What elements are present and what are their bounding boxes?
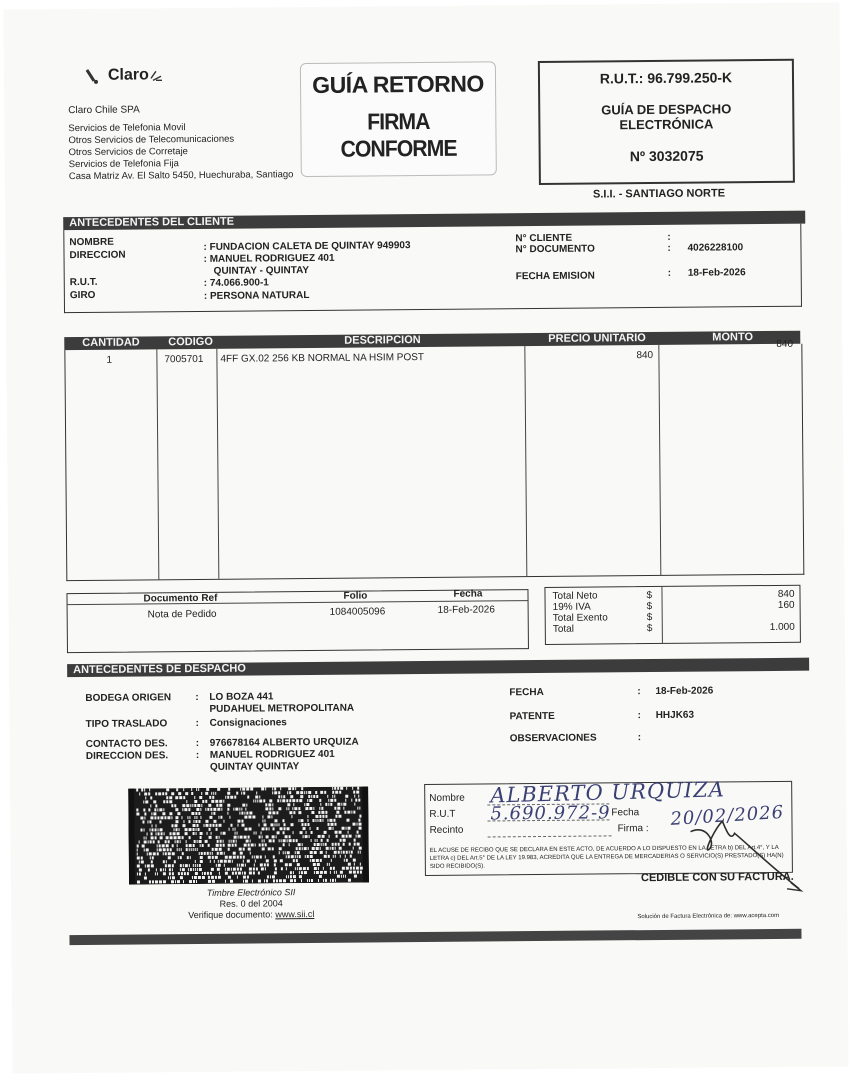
- label-contacto: CONTACTO DES.: [85, 738, 168, 750]
- claro-logo: [84, 66, 163, 85]
- ref-col-folio: Folio: [343, 590, 368, 602]
- stamp-line-1: GUÍA RETORNO: [312, 70, 484, 98]
- items-column-lines: [3, 2, 839, 9]
- dispatch-section-header: ANTECEDENTES DE DESPACHO: [67, 658, 809, 677]
- service-line: Otros Servicios de Corretaje: [68, 146, 188, 159]
- bodega-value-1: LO BOZA 441: [209, 691, 274, 703]
- document-page: Claro Claro Chile SPA Servicios de Telefonia Movil Otros Servicios de Telecomunicaciones Otros Servicios de Corretaje Servicios de Telefonia Fija Casa Matriz Av. El Salto 5450, Huechuraba, Santiago GUÍA RETORNO FIRMA CONFORME R.U.T.: 96.799.250-K GUÍA DE DESPACHO ELECTRÓNICA Nº 3032075 S.I.I. - SANTIAGO NORTE ANTECEDENTES DEL CLIENTE NOMBRE DIRECCION R.U.T. GIRO : FUNDACION CALETA DE QUINTAY 949903 : MANUEL RODRIGUEZ 401 QUINTAY - QUINTAY : 74.066.900-1 : PERSONA NATURAL N° CLIENTE N° DOCUMENTO FECHA EMISION : : 4026228100 : 18-Feb-2026 CANTIDAD CODIGO DESCRIPCION PRECIO UNITARIO MONTO 1 7005701 4FF GX.02 256 KB NORMAL NA HSIM POST 840 840 Documento Ref Folio Fecha Nota de Pedido 1084005096 18-Feb-2026 Total Neto $ 840 19% IVA $ 160 Total Exento $ Total $ 1.000 ANTECEDENTES DE DESPACHO BODEGA ORIGEN : LO BOZA 441 PUDAHUEL METROPOLITANA TIPO TRASLADO : Consignaciones CONTACTO DES. : 976678164 ALBERTO URQUIZA DIRECCION DES. : MANUEL RODRIGUEZ 401 QUINTAY QUINTAY FECHA : 18-Feb-2026 PATENTE : HHJK63 OBSERVACIONES : Timbre Electrónico SII Res. 0 del 2004 Verifique documento: www.sii.cl Nombre R.U.T Recinto Fecha Firma : EL ACUSE DE RECIBO QUE SE DECLARA EN ESTE ACTO, DE ACUERDO A LO DISPUESTO EN LA LETRA b) DEL Art.4°, Y LA LETRA c) DEL Art.5° DE LA LEY 19.983, ACREDITA QUE LA ENTREGA DE MERCADERIAS O SERVICIO(S) PRESTADO(S) HA(N) SIDO RECIBIDO(S). ALBERTO URQUIZA 5.690.972-9 20/02/2026 CEDIBLE CON SU FACTURA. Solución de Factura Electrónica de: www.acepta.com: [3, 2, 848, 1073]
- client-rut: 74.066.900-1: [209, 277, 269, 289]
- company-brand: Claro: [107, 66, 149, 84]
- company-name: Claro Chile SPA: [68, 104, 140, 117]
- rut-number: R.U.T.: 96.799.250-K: [599, 69, 733, 87]
- stamp-line-2: FIRMA CONFORME: [340, 107, 457, 162]
- contacto-value: 976678164 ALBERTO URQUIZA: [209, 736, 359, 749]
- claro-rays-icon: [149, 68, 163, 82]
- total-neto-value: 840: [777, 588, 795, 600]
- handwritten-name: ALBERTO URQUIZA: [489, 777, 726, 808]
- label-firma: Firma :: [617, 823, 649, 835]
- label-giro: GIRO: [69, 289, 96, 302]
- rut-box: [538, 59, 795, 185]
- timbre-label: Timbre Electrónico SII: [206, 887, 296, 898]
- col-cantidad: CANTIDAD: [82, 336, 140, 349]
- iva-label: 19% IVA: [552, 601, 591, 613]
- ref-folio: 1084005096: [329, 606, 386, 618]
- label-patente: PATENTE: [509, 710, 555, 723]
- total-exento-label: Total Exento: [552, 612, 608, 624]
- sii-office: S.I.I. - SANTIAGO NORTE: [592, 187, 726, 201]
- col-precio: PRECIO UNITARIO: [548, 332, 646, 345]
- client-address-1: MANUEL RODRIGUEZ 401: [209, 252, 335, 265]
- document-number: Nº 3032075: [629, 147, 704, 165]
- return-stamp: [300, 61, 497, 177]
- label-fecha: FECHA: [509, 686, 544, 699]
- document-number-value: 4026228100: [687, 242, 744, 254]
- bodega-value-2: PUDAHUEL METROPOLITANA: [209, 702, 355, 715]
- total-neto-label: Total Neto: [552, 590, 598, 602]
- document-type: GUÍA DE DESPACHO: [601, 101, 732, 118]
- tipo-traslado-value: Consignaciones: [209, 717, 287, 729]
- label-direccion-des: DIRECCION DES.: [85, 750, 169, 762]
- ref-fecha: 18-Feb-2026: [437, 604, 495, 616]
- direccion-des-2: QUINTAY QUINTAY: [209, 761, 300, 773]
- total-label: Total: [552, 623, 574, 635]
- ref-col-doc: Documento Ref: [143, 592, 218, 605]
- label-nombre-recibo: Nombre: [429, 792, 465, 804]
- issue-date: 18-Feb-2026: [687, 267, 746, 279]
- label-tipo-traslado: TIPO TRASLADO: [85, 718, 168, 730]
- verify-link[interactable]: www.sii.cl: [275, 908, 315, 920]
- document-type-2: ELECTRÓNICA: [619, 116, 714, 133]
- label-observaciones: OBSERVACIONES: [509, 732, 597, 745]
- service-line: Otros Servicios de Telecomunicaciones: [68, 133, 235, 147]
- handwritten-rut: 5.690.972-9: [490, 802, 611, 825]
- company-services: [68, 121, 293, 183]
- pdf417-barcode-icon: [128, 787, 369, 885]
- client-name: FUNDACION CALETA DE QUINTAY 949903: [209, 240, 411, 253]
- item-description: 4FF GX.02 256 KB NORMAL NA HSIM POST: [220, 352, 425, 365]
- label-rut-recibo: R.U.T: [429, 808, 456, 820]
- direccion-des-1: MANUEL RODRIGUEZ 401: [209, 748, 335, 761]
- currency-sign: $: [646, 623, 653, 635]
- timbre-res: Res. 0 del 2004: [219, 898, 283, 909]
- label-bodega: BODEGA ORIGEN: [85, 692, 172, 704]
- item-qty: 1: [106, 354, 113, 366]
- cedible-label: CEDIBLE CON SU FACTURA.: [640, 870, 794, 885]
- footer-bar: [69, 929, 801, 945]
- total-value: 1.000: [769, 621, 795, 634]
- handwritten-date: 20/02/2026: [669, 801, 785, 830]
- footer-solution: [637, 913, 779, 920]
- label-rut: R.U.T.: [69, 276, 98, 289]
- items-body: [64, 344, 804, 581]
- label-n-cliente: N° CLIENTE: [515, 232, 573, 245]
- label-n-documento: N° DOCUMENTO: [515, 243, 595, 256]
- iva-value: 160: [777, 599, 795, 611]
- client-section-header: ANTECEDENTES DEL CLIENTE: [63, 211, 805, 230]
- company-address: Casa Matriz Av. El Salto 5450, Huechuraba, Santiago: [68, 169, 294, 183]
- timbre-caption: [161, 887, 341, 922]
- client-giro: PERSONA NATURAL: [209, 290, 310, 302]
- item-amount: 840: [776, 338, 794, 350]
- currency-sign: $: [646, 601, 653, 613]
- ref-doc: Nota de Pedido: [147, 608, 217, 621]
- client-address-2: QUINTAY - QUINTAY: [213, 265, 310, 277]
- col-monto: MONTO: [712, 331, 754, 344]
- label-fecha-recibo: Fecha: [611, 807, 640, 819]
- verify-label: Verifique documento:: [188, 909, 273, 921]
- currency-sign: $: [646, 590, 653, 602]
- col-codigo: CODIGO: [168, 335, 213, 349]
- item-unit-price: 840: [636, 350, 654, 362]
- currency-sign: $: [646, 612, 653, 624]
- patente-value: HHJK63: [655, 709, 695, 722]
- label-fecha-emision: FECHA EMISION: [515, 270, 595, 283]
- service-line: Servicios de Telefonia Fija: [68, 158, 179, 171]
- footer-solution-text: Solución de Factura Electrónica de:: [637, 913, 733, 921]
- footer-solution-url[interactable]: www.acepta.com: [733, 912, 780, 920]
- dispatch-date: 18-Feb-2026: [655, 685, 714, 698]
- reference-box: [66, 589, 529, 653]
- label-nombre: NOMBRE: [69, 236, 114, 249]
- label-direccion: DIRECCION: [69, 249, 126, 262]
- service-line: Servicios de Telefonia Movil: [68, 122, 186, 135]
- ref-col-fecha: Fecha: [453, 588, 483, 600]
- total-row: [553, 622, 799, 635]
- item-code: 7005701: [164, 353, 204, 366]
- col-descripcion: DESCRIPCION: [344, 334, 421, 347]
- receipt-legal-text: EL ACUSE DE RECIBO QUE SE DECLARA EN ESTE ACTO, DE ACUERDO A LO DISPUESTO EN LA LETRA b) DEL Art.4°, Y LA LETRA c) DEL Art.5° DE LA LEY 19.983, ACREDITA QUE LA ENTREGA DE MERCADERIAS O SERVICIO(S) PRESTADO(S) HA(N) SIDO RECIBIDO(S).: [429, 844, 784, 870]
- label-recinto: Recinto: [429, 824, 464, 836]
- claro-logo-icon: [84, 67, 106, 85]
